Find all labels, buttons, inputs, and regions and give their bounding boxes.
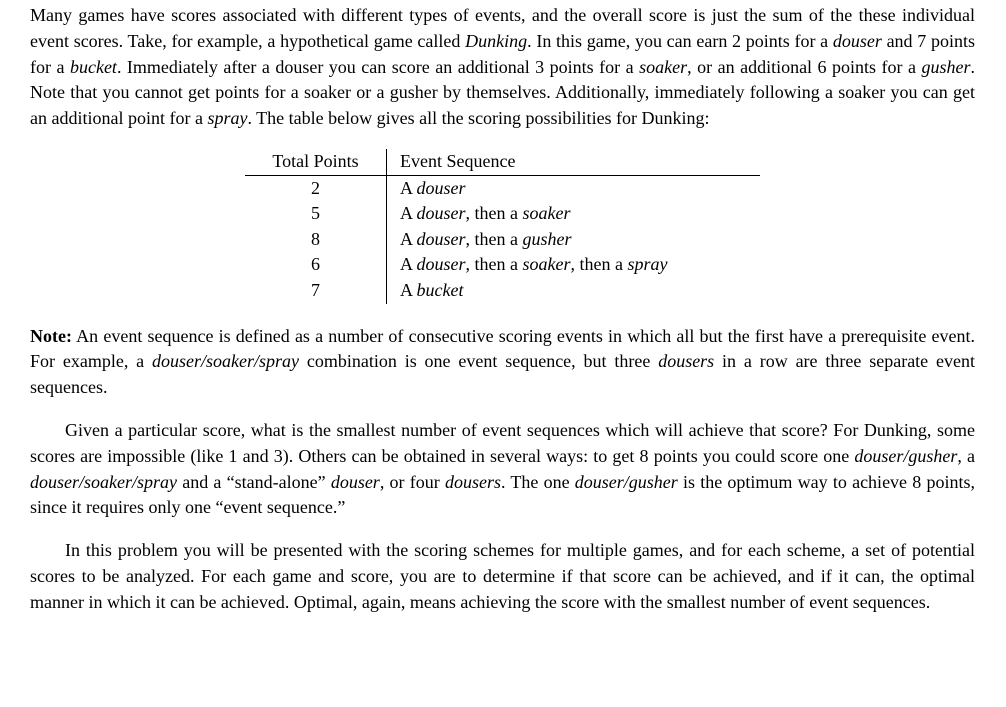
paragraph-given-score: Given a particular score, what is the smallest number of event sequences which will achieve that score? For Dunking, some scores are impossible (like 1 and 3). Others can be obtained in several ways: to get 8 points you could score one douser/gusher, a douser/soaker/spray and a “stand-alone” douser, or four dousers. The one douser/gusher is the optimum way to achieve 8 points, since it requires only one “event sequence.” (30, 419, 976, 518)
scoring-table-body (245, 175, 760, 303)
table-row (245, 201, 760, 227)
paragraph-in-this-problem: In this problem you will be presented with the scoring schemes for multiple games, and for each scheme, a set of potential scores to be analyzed. For each game and score, you are to determine if that score can be achieved, and if it can, the optimal manner in which it can be achieved. Optimal, again, means achieving the score with the smallest number of event sequences. (30, 540, 975, 612)
event-sequence-cell: A bucket (400, 279, 464, 300)
table-row (245, 227, 760, 253)
table-row (245, 278, 760, 304)
scoring-table-header-row (245, 149, 760, 175)
table-row (245, 175, 760, 201)
total-points-cell: 7 (245, 278, 387, 304)
event-sequence-cell: A douser, then a gusher (400, 228, 572, 249)
column-header-event-sequence: Event Sequence (387, 149, 761, 175)
total-points-cell: 6 (245, 252, 387, 278)
total-points-cell: 8 (245, 227, 387, 253)
event-sequence-cell: A douser, then a soaker (400, 203, 571, 224)
total-points-cell: 5 (245, 201, 387, 227)
column-header-total-points: Total Points (245, 149, 387, 175)
event-sequence-cell: A douser (400, 177, 466, 198)
scoring-table (245, 149, 760, 304)
total-points-cell: 2 (245, 175, 387, 201)
paragraph-note: Note: An event sequence is defined as a number of consecutive scoring events in which all but the first have a prerequisite event. For example, a douser/soaker/spray combination is one event sequence, but three dousers in a row are three separate event sequences. (30, 325, 975, 398)
event-sequence-cell: A douser, then a soaker, then a spray (400, 254, 668, 275)
table-row (245, 252, 760, 278)
paragraph-intro: Many games have scores associated with different types of events, and the overall score is just the sum of the these individual event scores. Take, for example, a hypothetical game called Dunking. In this game, you can earn 2 points for a douser and 7 points for a bucket. Immediately after a douser you can score an additional 3 points for a soaker, or an additional 6 points for a gusher. Note that you cannot get points for a soaker or a gusher by themselves. Additionally, immediately following a soaker you can get an additional point for a spray. The table below gives all the scoring possibilities for Dunking: (30, 5, 975, 129)
